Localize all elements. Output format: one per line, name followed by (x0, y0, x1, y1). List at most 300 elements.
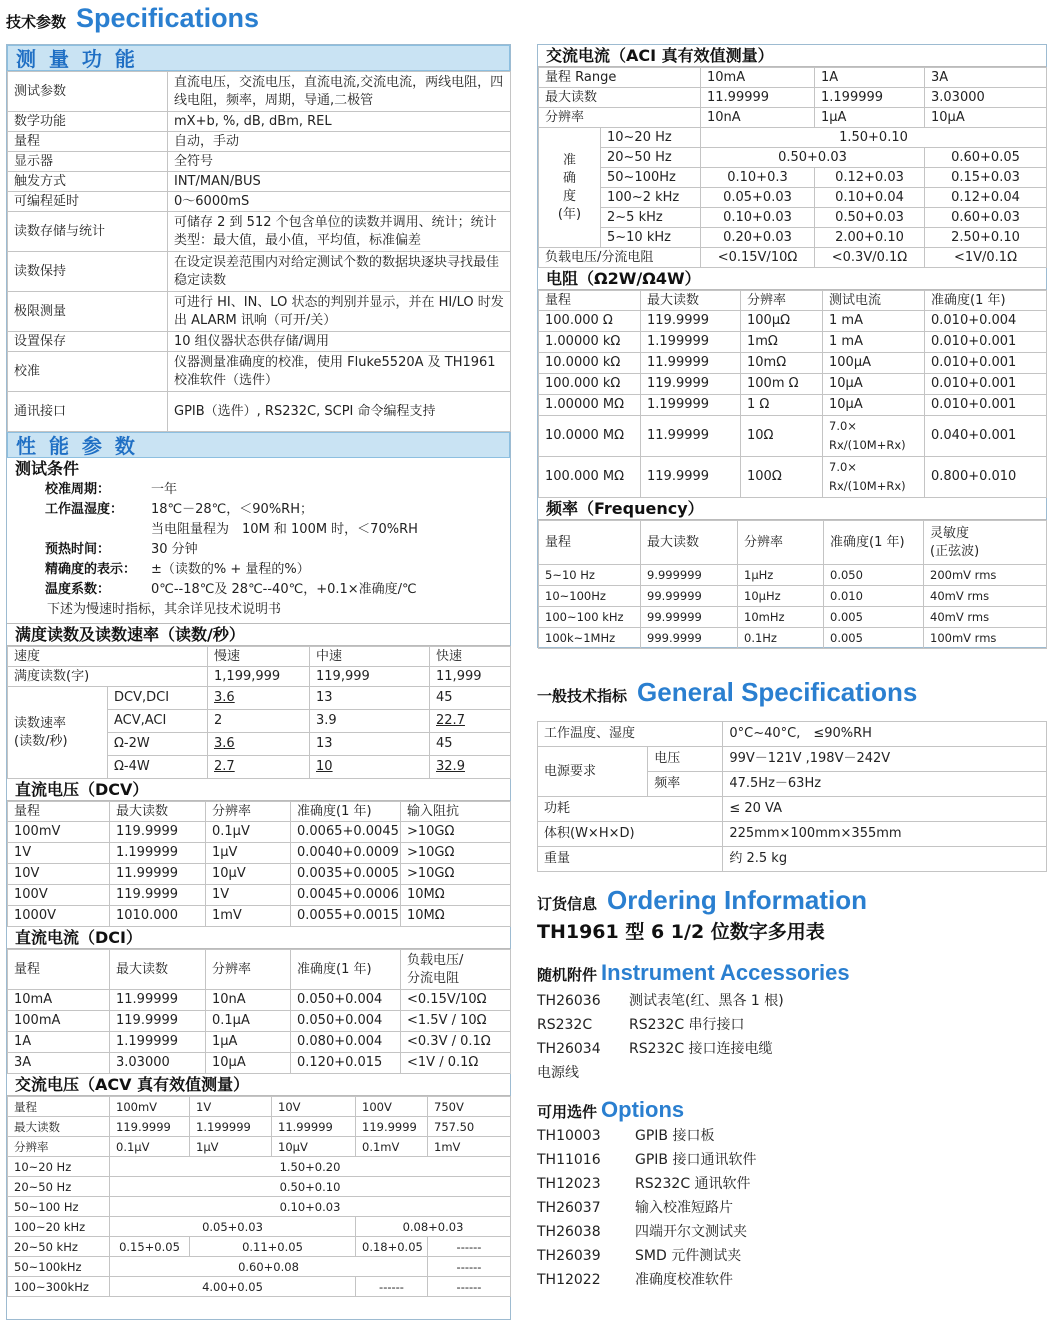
cond-value: 18℃－28℃，＜90%RH； (151, 502, 313, 517)
table-cell: 10mA (701, 68, 815, 88)
cond-note: 下述为慢速时指标，其余详见技术说明书 (7, 600, 510, 624)
table-cell: ------ (428, 1237, 511, 1257)
table-cell: 0.15+0.03 (925, 168, 1047, 188)
table-cell: 9.999999 (641, 565, 738, 586)
table-cell: 1 Ω (741, 395, 823, 416)
table-row (539, 586, 1047, 607)
table-row (8, 667, 511, 687)
table-cell: 5~10 Hz (539, 565, 641, 586)
table-cell: 10nA (206, 990, 291, 1011)
table-cell: 11.99999 (641, 416, 741, 457)
table-row (8, 687, 511, 710)
item-desc: GPIB 接口通讯软件 (635, 1152, 757, 1168)
table-cell: 可编程延时 (8, 192, 168, 212)
acv-table (7, 1096, 511, 1297)
table-cell: 1.199999 (815, 88, 925, 108)
table-cell: 100k~1MHz (539, 628, 641, 649)
table-cell: 直流电压，交流电压，直流电流,交流电流，两线电阻，四线电阻，频率，周期，导通,二极管 (168, 72, 511, 112)
table-cell: 0～6000mS (168, 192, 511, 212)
table-cell: 0.010+0.001 (925, 332, 1047, 353)
item-code: RS232C (537, 1017, 593, 1033)
list-item (537, 1013, 1037, 1037)
table-cell: >10GΩ (401, 864, 511, 885)
table-row (8, 1117, 511, 1137)
table-cell: 读数存储与统计 (8, 212, 168, 252)
table-cell: 1.50+0.20 (110, 1157, 511, 1177)
table-cell: 1 mA (823, 311, 925, 332)
table-cell: 准确度(1 年) (925, 291, 1047, 311)
table-cell: 1.199999 (110, 843, 206, 864)
table-cell: 0.50+0.10 (110, 1177, 511, 1197)
table-row (8, 132, 511, 152)
table-cell: 100mV (110, 1097, 190, 1117)
table-cell: 0.1μA (206, 1011, 291, 1032)
table-cell: 1mV (206, 906, 291, 927)
table-row (539, 565, 1047, 586)
list-item (537, 1148, 1037, 1172)
item-desc: RS232C 串行接口 (629, 1017, 745, 1033)
table-cell: 2 (208, 710, 310, 733)
table-cell: 最大读数 (110, 950, 206, 990)
table-cell: 0.1μV (110, 1137, 190, 1157)
table-cell: 1μA (206, 1032, 291, 1053)
table-cell: 1μHz (738, 565, 824, 586)
table-row (8, 1032, 511, 1053)
table-cell: 体积(W×H×D) (538, 822, 723, 847)
table-row (539, 228, 1047, 248)
table-cell: ------ (356, 1277, 428, 1297)
table-cell: 0.1mV (356, 1137, 428, 1157)
table-cell: 0.080+0.004 (291, 1032, 401, 1053)
item-desc: RS232C 接口连接电缆 (629, 1041, 773, 1057)
table-row (8, 990, 511, 1011)
table-cell: ≤ 20 VA (723, 797, 1047, 822)
table-cell: 0.10+0.03 (701, 208, 815, 228)
table-cell: 量程 (8, 950, 110, 990)
table-cell: 数学功能 (8, 112, 168, 132)
table-row (8, 1157, 511, 1177)
table-cell: Ω-4W (108, 756, 208, 779)
cond-title: 测试条件 (15, 459, 80, 478)
item-code: TH26039 (537, 1248, 601, 1264)
table-cell: 10μV (206, 864, 291, 885)
item-code: TH12023 (537, 1176, 601, 1192)
item-desc: GPIB 接口板 (635, 1128, 715, 1144)
table-cell: 100~20 kHz (8, 1217, 110, 1237)
table-cell: 校准 (8, 352, 168, 392)
list-item (537, 1172, 1037, 1196)
table-cell: 1A (8, 1032, 110, 1053)
table-row (538, 797, 1047, 822)
table-cell: 分辨率 (741, 291, 823, 311)
table-cell: 0.12+0.03 (815, 168, 925, 188)
res-table (538, 290, 1047, 498)
options-cn: 可用选件 (537, 1103, 598, 1121)
table-cell: 40mV rms (924, 607, 1047, 628)
freq-table (538, 520, 1047, 649)
table-cell: 0.120+0.015 (291, 1053, 401, 1074)
table-cell: 1.00000 MΩ (539, 395, 641, 416)
item-desc: 准确度校准软件 (635, 1272, 733, 1288)
table-cell: 1.199999 (190, 1117, 272, 1137)
list-item (537, 1268, 1037, 1292)
table-cell: 分辨率 (206, 950, 291, 990)
table-cell: <0.15V/10Ω (401, 990, 511, 1011)
item-code: TH26038 (537, 1224, 601, 1240)
table-cell: 量程 (8, 1097, 110, 1117)
table-cell: 1μV (206, 843, 291, 864)
table-cell: 11,999 (430, 667, 511, 687)
cond-line (45, 520, 510, 540)
accessories-cn: 随机附件 (537, 966, 598, 984)
table-cell: 100.000 Ω (539, 311, 641, 332)
table-cell: 3.6 (208, 687, 310, 710)
conditions (7, 480, 510, 600)
options-header (537, 1095, 684, 1125)
table-cell: 119.9999 (110, 885, 206, 906)
general-en: General Specifications (637, 677, 918, 707)
table-cell: 10μHz (738, 586, 824, 607)
list-item (537, 1124, 1037, 1148)
table-cell: 1.199999 (641, 332, 741, 353)
table-cell: 慢速 (208, 647, 310, 667)
table-cell: 分辨率 (8, 1137, 110, 1157)
ordering-cn: 订货信息 (537, 895, 598, 913)
table-cell: 3.03000 (110, 1053, 206, 1074)
table-cell: 45 (430, 733, 511, 756)
table-row (539, 374, 1047, 395)
table-cell: 可进行 HI、IN、LO 状态的判别并显示，并在 HI/LO 时发出 ALARM 讯响（可开/关） (168, 292, 511, 332)
table-cell: 10Ω (741, 416, 823, 457)
table-cell: 测试电流 (823, 291, 925, 311)
table-cell: 输入阻抗 (401, 802, 511, 822)
table-cell: 119.9999 (110, 1011, 206, 1032)
table-cell: 13 (310, 687, 430, 710)
table-cell: 分辨率 (206, 802, 291, 822)
table-cell: 设置保存 (8, 332, 168, 352)
table-cell: 0.15+0.05 (110, 1237, 190, 1257)
right-upper (537, 44, 1047, 648)
table-cell: 0.050 (824, 565, 924, 586)
accessories-list (537, 989, 1037, 1085)
table-cell: 999.9999 (641, 628, 738, 649)
table-cell: 2.50+0.10 (925, 228, 1047, 248)
table-cell: 0.10+0.03 (110, 1197, 511, 1217)
table-cell: 最大读数 (539, 88, 701, 108)
list-item (537, 1244, 1037, 1268)
table-cell: 200mV rms (924, 565, 1047, 586)
table-row (8, 1257, 511, 1277)
table-row (8, 906, 511, 927)
table-cell: 2.7 (208, 756, 310, 779)
table-cell: 11.99999 (701, 88, 815, 108)
table-cell: 工作温度、湿度 (538, 722, 723, 747)
table-cell: 119.9999 (641, 311, 741, 332)
cond-label: 工作温湿度： (45, 502, 124, 517)
table-row (8, 802, 511, 822)
table-cell: 100μA (823, 353, 925, 374)
table-cell: 100m Ω (741, 374, 823, 395)
table-cell: 量程 (8, 802, 110, 822)
table-cell: 显示器 (8, 152, 168, 172)
table-row (8, 1277, 511, 1297)
table-row (538, 822, 1047, 847)
cond-line (45, 580, 510, 600)
table-cell: 4.00+0.05 (110, 1277, 356, 1297)
table-cell: 10MΩ (401, 885, 511, 906)
table-cell: 10μA (206, 1053, 291, 1074)
table-cell: 1.199999 (641, 395, 741, 416)
res-title: 电阻（Ω2W/Ω4W） (538, 268, 1046, 290)
table-cell: 47.5Hz－63Hz (723, 772, 1047, 797)
table-row (8, 292, 511, 332)
table-row (8, 392, 511, 432)
list-item (537, 1220, 1037, 1244)
cond-line (45, 540, 510, 560)
table-cell: 10μA (823, 374, 925, 395)
table-cell: 3.9 (310, 710, 430, 733)
table-cell: 最大读数 (641, 521, 738, 565)
table-cell: 22.7 (430, 710, 511, 733)
table-cell: 5~10 kHz (601, 228, 701, 248)
table-cell: 0.0040+0.0009 (291, 843, 401, 864)
options-list (537, 1124, 1037, 1292)
table-row (8, 212, 511, 252)
table-cell: 1 mA (823, 332, 925, 353)
table-cell: 3A (925, 68, 1047, 88)
cond-label: 温度系数： (45, 582, 111, 597)
list-item (537, 989, 1037, 1013)
table-cell: ACV,ACI (108, 710, 208, 733)
list-item: 电源线 (537, 1065, 579, 1081)
table-row (539, 311, 1047, 332)
cond-value: 0℃--18℃及 28℃--40℃，+0.1×准确度/℃ (151, 582, 417, 597)
table-cell: 100V (8, 885, 110, 906)
cond-label: 校准周期： (45, 482, 111, 497)
table-row (539, 188, 1047, 208)
test-current-factor: 7.0× (829, 419, 857, 433)
table-row (539, 168, 1047, 188)
table-cell: 11.99999 (110, 864, 206, 885)
table-cell: 1.199999 (110, 1032, 206, 1053)
table-row (539, 628, 1047, 649)
table-cell: 757.50 (428, 1117, 511, 1137)
table-cell: 100~300kHz (8, 1277, 110, 1297)
table-cell: 119,999 (310, 667, 430, 687)
rate-title: 满度读数及读数速率（读数/秒） (7, 624, 510, 646)
table-cell: 最大读数 (110, 802, 206, 822)
table-cell: 50~100Hz (601, 168, 701, 188)
table-cell: 10mΩ (741, 353, 823, 374)
table-cell: 快速 (430, 647, 511, 667)
cond-value: 30 分钟 (151, 542, 198, 557)
table-cell: 10mHz (738, 607, 824, 628)
table-row (539, 353, 1047, 374)
power-label: 电源要求 (538, 747, 648, 797)
item-code: TH26036 (537, 993, 601, 1009)
item-desc: RS232C 通讯软件 (635, 1176, 751, 1192)
table-cell: 0.12+0.04 (925, 188, 1047, 208)
table-cell: 0.005 (824, 607, 924, 628)
measure-func-table (7, 71, 511, 432)
table-cell: 0.050+0.004 (291, 1011, 401, 1032)
table-cell: 50~100 Hz (8, 1197, 110, 1217)
item-desc: SMD 元件测试夹 (635, 1248, 742, 1264)
table-cell: <0.3V / 0.1Ω (401, 1032, 511, 1053)
table-cell: 在设定误差范围内对给定测试个数的数据块逐块寻找最佳稳定读数 (168, 252, 511, 292)
table-cell: DCV,DCI (108, 687, 208, 710)
item-desc: 四端开尔文测试夹 (635, 1224, 747, 1240)
table-cell: 100mA (8, 1011, 110, 1032)
table-cell: 11.99999 (110, 990, 206, 1011)
item-code: TH11016 (537, 1152, 601, 1168)
table-cell: 225mm×100mm×355mm (723, 822, 1047, 847)
accessories-en: Instrument Accessories (601, 960, 850, 985)
table-cell: 10.0000 MΩ (539, 416, 641, 457)
cond-value: 当电阻量程为 10M 和 100M 时，＜70%RH (151, 522, 418, 537)
table-cell: 0.05+0.03 (110, 1217, 356, 1237)
table-cell: 1μV (190, 1137, 272, 1157)
table-cell: 119.9999 (110, 1117, 190, 1137)
table-cell: Ω-2W (108, 733, 208, 756)
table-row (8, 843, 511, 864)
table-cell: 仪器测量准确度的校准，使用 Fluke5520A 及 TH1961 校准软件（选件） (168, 352, 511, 392)
table-cell: 0.005 (824, 628, 924, 649)
table-cell: 20~50 Hz (8, 1177, 110, 1197)
table-row (538, 747, 1047, 772)
table-row (539, 607, 1047, 628)
table-cell: 20~50 Hz (601, 148, 701, 168)
dcv-table (7, 801, 511, 927)
table-cell: 0.1Hz (738, 628, 824, 649)
acv-title: 交流电压（ACV 真有效值测量） (7, 1074, 510, 1096)
table-cell: 0.0065+0.0045 (291, 822, 401, 843)
table-row (8, 172, 511, 192)
table-cell: 准确度(1 年) (824, 521, 924, 565)
table-cell: 119.9999 (641, 457, 741, 498)
table-row (8, 1053, 511, 1074)
table-cell: 0.1μV (206, 822, 291, 843)
table-row (8, 1237, 511, 1257)
table-cell: 分辨率 (738, 521, 824, 565)
table-cell: 750V (428, 1097, 511, 1117)
header-cn: 技术参数 (6, 13, 67, 31)
table-cell: <1V / 0.1Ω (401, 1053, 511, 1074)
table-row (539, 457, 1047, 498)
table-cell: <1V/0.1Ω (925, 248, 1047, 268)
table-row (8, 1011, 511, 1032)
test-current (823, 416, 925, 457)
table-row (8, 332, 511, 352)
table-cell: 0.08+0.03 (356, 1217, 511, 1237)
table-cell: 10μV (272, 1137, 356, 1157)
table-row (539, 108, 1047, 128)
table-cell: 100V (356, 1097, 428, 1117)
general-table (537, 721, 1047, 872)
table-cell: 11.99999 (641, 353, 741, 374)
table-row (539, 332, 1047, 353)
table-cell: 0.010+0.001 (925, 395, 1047, 416)
table-row (8, 885, 511, 906)
test-current-formula: Rx/(10M+Rx) (829, 479, 906, 493)
table-cell: 功耗 (538, 797, 723, 822)
item-desc: 输入校准短路片 (635, 1200, 733, 1216)
table-cell: 100.000 kΩ (539, 374, 641, 395)
table-cell: 通讯接口 (8, 392, 168, 432)
list-item (537, 1196, 1037, 1220)
cond-line (45, 560, 510, 580)
table-row (539, 291, 1047, 311)
aci-table (538, 67, 1047, 268)
table-cell: <1.5V / 10Ω (401, 1011, 511, 1032)
table-cell: 0.800+0.010 (925, 457, 1047, 498)
table-cell: 10 组仪器状态供存储/调用 (168, 332, 511, 352)
table-cell: 负载电压/分流电阻 (539, 248, 701, 268)
table-cell: 电压 (648, 747, 723, 772)
table-cell: 100~100 kHz (539, 607, 641, 628)
table-cell: >10GΩ (401, 843, 511, 864)
accessories-header (537, 958, 850, 988)
cond-line (45, 500, 510, 520)
table-cell: 0.10+0.3 (701, 168, 815, 188)
item-code: TH26037 (537, 1200, 601, 1216)
perf-title: 性 能 参 数 (7, 432, 510, 458)
table-cell: 10~20 Hz (8, 1157, 110, 1177)
table-cell: 灵敏度 (正弦波) (924, 521, 1047, 565)
table-row (539, 128, 1047, 148)
table-cell: 最大读数 (8, 1117, 110, 1137)
table-cell: 1mV (428, 1137, 511, 1157)
table-cell: 0.05+0.03 (701, 188, 815, 208)
table-cell: 10nA (701, 108, 815, 128)
dci-title: 直流电流（DCI） (7, 927, 510, 949)
table-cell: 3A (8, 1053, 110, 1074)
item-code: TH10003 (537, 1128, 601, 1144)
table-row (8, 352, 511, 392)
table-cell: 量程 (8, 132, 168, 152)
table-cell: 0.50+0.03 (701, 148, 925, 168)
table-cell: 最大读数 (641, 291, 741, 311)
item-desc: 测试表笔(红、黑各 1 根) (629, 993, 784, 1009)
table-cell: 中速 (310, 647, 430, 667)
table-cell: 触发方式 (8, 172, 168, 192)
table-cell: mX+b, %, dB, dBm, REL (168, 112, 511, 132)
left-column (6, 44, 511, 1320)
table-cell: 100mV rms (924, 628, 1047, 649)
table-cell: 1V (206, 885, 291, 906)
table-cell: ------ (428, 1257, 511, 1277)
table-row (8, 950, 511, 990)
table-cell: 45 (430, 687, 511, 710)
table-cell: 0.60+0.03 (925, 208, 1047, 228)
table-cell: 0.60+0.05 (925, 148, 1047, 168)
ordering-en: Ordering Information (607, 885, 868, 915)
table-row (8, 864, 511, 885)
table-cell: GPIB（选件）, RS232C, SCPI 命令编程支持 (168, 392, 511, 432)
table-cell: 119.9999 (110, 822, 206, 843)
measure-func-title: 测 量 功 能 (7, 45, 510, 71)
table-row (539, 416, 1047, 457)
table-cell: 速度 (8, 647, 208, 667)
table-cell: 11.99999 (272, 1117, 356, 1137)
table-cell: 1.00000 kΩ (539, 332, 641, 353)
table-cell: 10V (8, 864, 110, 885)
dcv-title: 直流电压（DCV） (7, 779, 510, 801)
table-cell: 100Ω (741, 457, 823, 498)
table-cell: >10GΩ (401, 822, 511, 843)
freq-title: 频率（Frequency） (538, 498, 1046, 520)
aci-acc-label: 准 确 度 (年) (539, 128, 601, 248)
